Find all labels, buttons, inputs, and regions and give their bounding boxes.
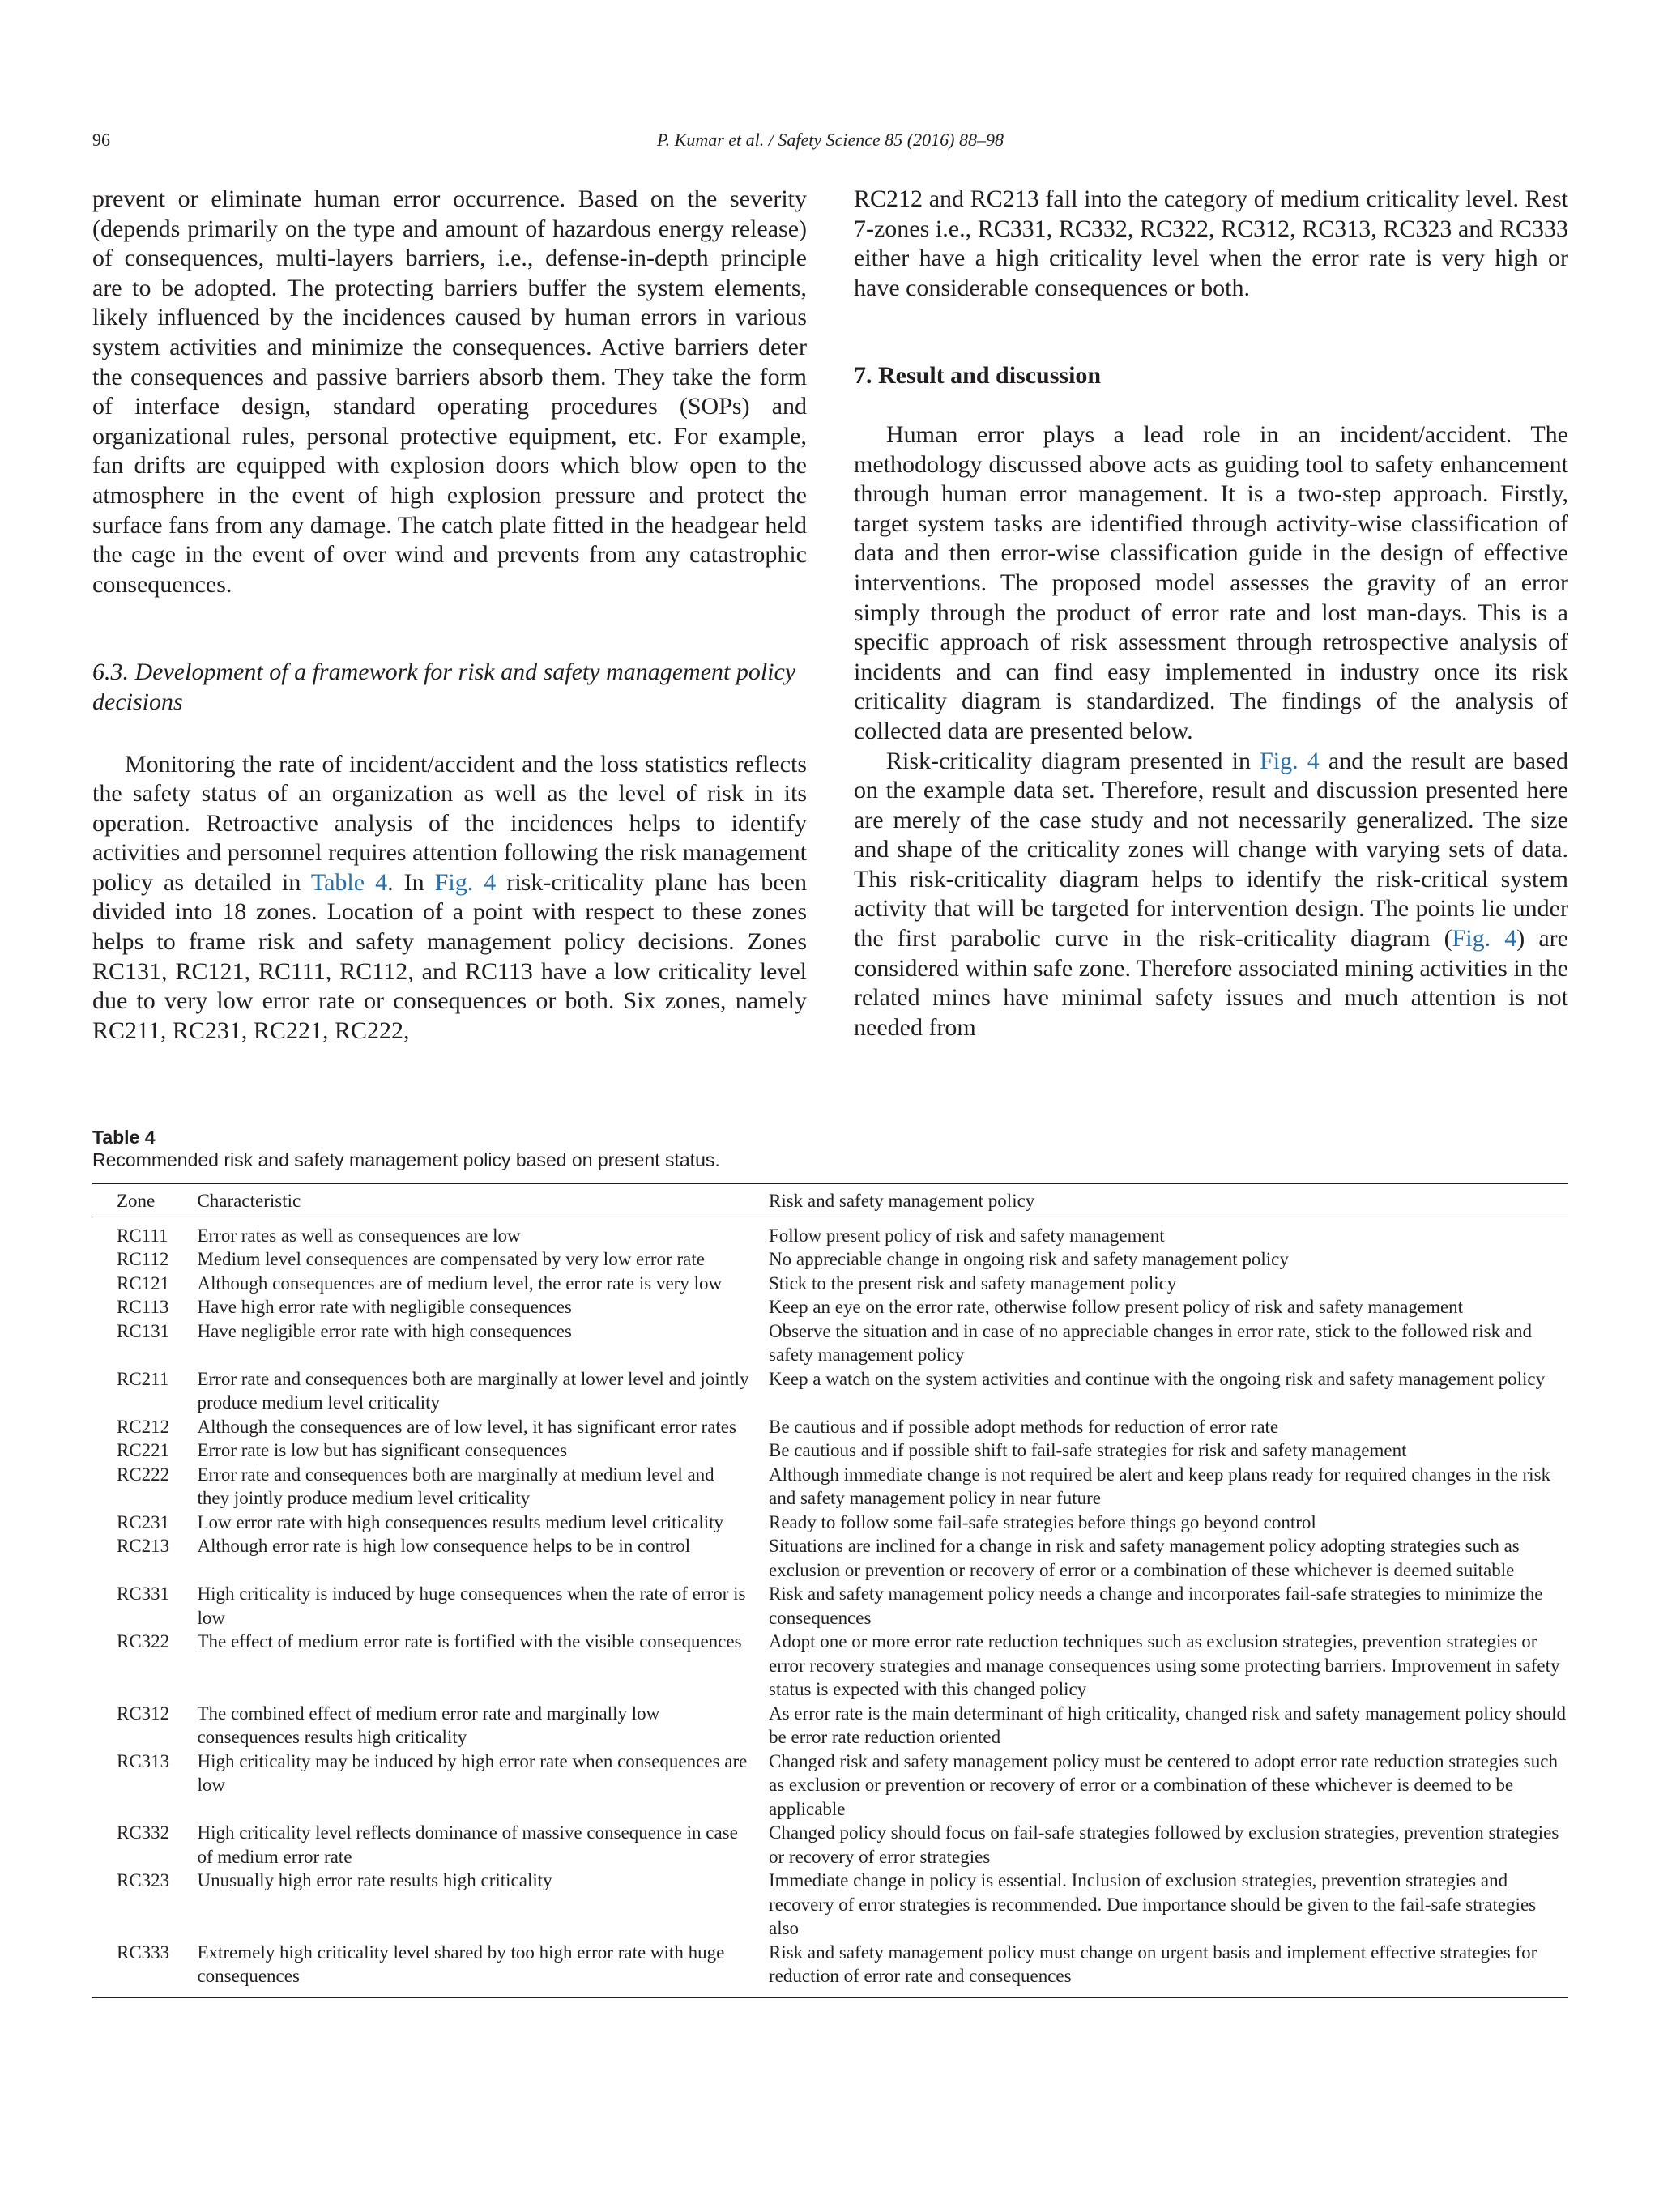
- right-paragraph-2: Human error plays a lead role in an incident/accident. The methodology discussed above acts as guiding tool to safety enhancement through human error management. It is a two-step approach. Firstly, target system tasks are identified through activity-wise classification of data and then error-wise classification guide in the design of effective interventions. The proposed model assesses the gravity of an error simply through the product of error rate and lost man-days. This is a specific approach of risk assessment through retrospective analysis of incidents and can find easy implemented in industry once its risk criticality diagram is standardized. The findings of the analysis of collected data are presented below.: [854, 420, 1568, 744]
- policy-cell: Changed policy should focus on fail-safe strategies followed by exclusion strategies, prevention strategies or recovery of error strategies: [769, 1822, 1559, 1867]
- table-row: [92, 1319, 1568, 1367]
- table-row: [92, 1438, 1568, 1463]
- zone-cell: RC212: [117, 1416, 170, 1437]
- zone-cell: RC113: [117, 1297, 169, 1317]
- characteristic-cell: The effect of medium error rate is fortified with the visible consequences: [197, 1631, 742, 1652]
- policy-cell: Observe the situation and in case of no appreciable changes in error rate, stick to the followed risk and safety management policy: [769, 1320, 1533, 1365]
- zone-cell: RC121: [117, 1272, 170, 1294]
- zone-cell: RC322: [117, 1631, 170, 1652]
- characteristic-cell: The combined effect of medium error rate and marginally low consequences results high criticality: [197, 1703, 660, 1747]
- policy-cell: As error rate is the main determinant of high criticality, changed risk and safety management policy should be error rate reduction oriented: [769, 1703, 1567, 1747]
- table-row: [92, 1821, 1568, 1869]
- characteristic-cell: Although the consequences are of low level, it has significant error rates: [197, 1416, 736, 1437]
- journal-citation: P. Kumar et al. / Safety Science 85 (2016) 88–98: [657, 130, 1004, 150]
- characteristic-cell: High criticality may be induced by high error rate when consequences are low: [197, 1750, 748, 1795]
- table-row: [92, 1750, 1568, 1822]
- page-header: [92, 130, 1568, 159]
- policy-cell: Adopt one or more error rate reduction techniques such as exclusion strategies, prevention strategies or error recovery strategies and manage consequences using some protecting barriers. Improvement in safety status is expected with this changed policy: [769, 1631, 1560, 1699]
- table-row: [92, 1941, 1568, 1997]
- characteristic-cell: Low error rate with high consequences results medium level criticality: [197, 1511, 724, 1532]
- table-row: [92, 1295, 1568, 1319]
- policy-cell: Immediate change in policy is essential. Inclusion of exclusion strategies, prevention strategies and recovery of error strategies is recommended. Due importance should be given to the fail-safe strategies also: [769, 1870, 1537, 1938]
- zone-cell: RC111: [117, 1225, 168, 1246]
- policy-cell: Risk and safety management policy must change on urgent basis and implement effective strategies for reduction of error rate and consequences: [769, 1941, 1568, 1997]
- zone-cell: RC333: [92, 1941, 197, 1997]
- characteristic-cell: Although consequences are of medium level, the error rate is very low: [197, 1272, 723, 1294]
- zone-cell: RC222: [117, 1464, 170, 1485]
- zone-cell: RC131: [117, 1320, 170, 1341]
- table-row: [92, 1534, 1568, 1582]
- zone-cell: RC112: [117, 1249, 169, 1269]
- right-paragraph-3: Risk-criticality diagram presented in Fig. 4 and the result are based on the example data set. Therefore, result and discussion presented here are merely of the case study and not necessarily generalized. The size and shape of the criticality zones will change with varying sets of data. This risk-criticality diagram helps to identify the risk-critical system activity that will be targeted for intervention design. The points lie under the first parabolic curve in the risk-criticality diagram (Fig. 4) are considered within safe zone. Therefore associated mining activities in the related mines have minimal safety issues and much attention is not needed from: [854, 747, 1569, 1041]
- table-body: [92, 1217, 1568, 1997]
- policy-cell: Keep an eye on the error rate, otherwise follow present policy of risk and safety management: [769, 1297, 1464, 1317]
- header-policy: Risk and safety management policy: [769, 1183, 1568, 1217]
- zone-cell: RC221: [117, 1440, 170, 1460]
- zone-cell: RC231: [117, 1511, 170, 1532]
- table-label: Table 4: [92, 1127, 156, 1148]
- policy-cell: Be cautious and if possible shift to fail-safe strategies for risk and safety management: [769, 1440, 1407, 1460]
- table-row: [92, 1247, 1568, 1272]
- characteristic-cell: Medium level consequences are compensated by very low error rate: [197, 1249, 705, 1269]
- table-row: [92, 1582, 1568, 1630]
- table-row: [92, 1367, 1568, 1415]
- table-header-row: [92, 1183, 1568, 1217]
- characteristic-cell: Error rate is low but has significant consequences: [197, 1440, 568, 1460]
- subsection-heading: 6.3. Development of a framework for risk and safety management policy decisions: [92, 658, 796, 715]
- left-column: [92, 185, 807, 1046]
- characteristic-cell: Have high error rate with negligible consequences: [197, 1297, 572, 1317]
- table-row: [92, 1630, 1568, 1702]
- table-row: [92, 1869, 1568, 1941]
- zone-cell: RC323: [117, 1870, 170, 1890]
- zone-cell: RC211: [117, 1368, 169, 1389]
- fig-4-link[interactable]: Fig. 4: [1452, 925, 1517, 953]
- section-heading: 7. Result and discussion: [854, 362, 1102, 390]
- header-characteristic: Characteristic: [197, 1183, 769, 1217]
- table-row: [92, 1511, 1568, 1535]
- zone-cell: RC213: [117, 1536, 170, 1556]
- right-column: [854, 185, 1568, 1042]
- zone-cell: RC332: [117, 1822, 170, 1843]
- policy-cell: Follow present policy of risk and safety management: [769, 1225, 1165, 1246]
- characteristic-cell: Error rate and consequences both are marginally at lower level and jointly produce medium level criticality: [197, 1368, 749, 1413]
- table-row: [92, 1702, 1568, 1750]
- fig-4-link[interactable]: Fig. 4: [1260, 747, 1320, 774]
- policy-cell: Situations are inclined for a change in risk and safety management policy adopting strategies such as exclusion or prevention or recovery of error or a combination of these whichever is deemed suitable: [769, 1536, 1520, 1580]
- zone-cell: RC331: [117, 1583, 170, 1604]
- policy-cell: Stick to the present risk and safety management policy: [769, 1272, 1177, 1294]
- table-row: [92, 1463, 1568, 1511]
- left-paragraph-1: prevent or eliminate human error occurrence. Based on the severity (depends primarily on the type and amount of hazardous energy release) of consequences, multi-layers barriers, i.e., defense-in-depth principle are to be adopted. The protecting barriers buffer the system elements, likely influenced by the incidences caused by human errors in various system activities and minimize the consequences. Active barriers deter the consequences and passive barriers absorb them. They take the form of interface design, standard operating procedures (SOPs) and organizational rules, personal protective equipment, etc. For example, fan drifts are equipped with explosion doors which blow open to the atmosphere in the event of high explosion pressure and protect the surface fans from any damage. The catch plate fitted in the headgear held the cage in the event of over wind and prevents from any catastrophic consequences.: [92, 185, 807, 598]
- table-row: [92, 1415, 1568, 1439]
- characteristic-cell: Unusually high error rate results high criticality: [197, 1870, 552, 1890]
- policy-cell: Keep a watch on the system activities and continue with the ongoing risk and safety management policy: [769, 1368, 1546, 1389]
- zone-cell: RC312: [117, 1703, 170, 1724]
- characteristic-cell: Extremely high criticality level shared by too high error rate with huge consequences: [197, 1941, 769, 1997]
- right-paragraph-1: RC212 and RC213 fall into the category of medium criticality level. Rest 7-zones i.e., RC331, RC332, RC322, RC312, RC313, RC323 and RC333 either have a high criticality level when the error rate is very high or have considerable consequences or both.: [854, 185, 1568, 301]
- fig-4-link[interactable]: Fig. 4: [434, 868, 497, 896]
- characteristic-cell: Have negligible error rate with high consequences: [197, 1320, 572, 1341]
- zone-cell: RC313: [117, 1750, 170, 1771]
- policy-cell: No appreciable change in ongoing risk and safety management policy: [769, 1249, 1289, 1269]
- characteristic-cell: High criticality is induced by huge consequences when the rate of error is low: [197, 1583, 746, 1628]
- characteristic-cell: Although error rate is high low consequence helps to be in control: [197, 1536, 691, 1556]
- left-paragraph-2: Monitoring the rate of incident/accident and the loss statistics reflects the safety status of an organization as well as the level of risk in its operation. Retroactive analysis of the incidences helps to identify activities and personnel requires attention following the risk management policy as detailed in Table 4. In Fig. 4 risk-criticality plane has been divided into 18 zones. Location of a point with respect to these zones helps to frame risk and safety management policy decisions. Zones RC131, RC121, RC111, RC112, and RC113 have a low criticality level due to very low error rate or consequences or both. Six zones, namely RC211, RC231, RC221, RC222,: [92, 750, 807, 1044]
- policy-cell: Be cautious and if possible adopt methods for reduction of error rate: [769, 1416, 1279, 1437]
- policy-cell: Ready to follow some fail-safe strategies before things go beyond control: [769, 1511, 1316, 1532]
- characteristic-cell: High criticality level reflects dominance of massive consequence in case of medium error rate: [197, 1822, 738, 1867]
- page-number: 96: [92, 130, 110, 150]
- table-row: [92, 1272, 1568, 1296]
- policy-cell: Although immediate change is not required be alert and keep plans ready for required changes in the risk and safety management policy in near future: [769, 1464, 1551, 1508]
- table-caption: Recommended risk and safety management policy based on present status.: [92, 1149, 720, 1170]
- table-row: [92, 1217, 1568, 1247]
- table-4-link[interactable]: Table 4: [310, 868, 388, 896]
- header-zone: Zone: [92, 1183, 197, 1217]
- policy-cell: Changed risk and safety management policy must be centered to adopt error rate reduction strategies such as exclusion or prevention or recovery of error or a combination of these whichever is deemed to be applicable: [769, 1750, 1558, 1819]
- characteristic-cell: Error rate and consequences both are marginally at medium level and they jointly produce medium level criticality: [197, 1464, 714, 1508]
- characteristic-cell: Error rates as well as consequences are low: [197, 1225, 521, 1246]
- policy-table: [92, 1183, 1568, 1998]
- policy-cell: Risk and safety management policy needs a change and incorporates fail-safe strategies to minimize the consequences: [769, 1583, 1543, 1628]
- table-4: [92, 1126, 1568, 1998]
